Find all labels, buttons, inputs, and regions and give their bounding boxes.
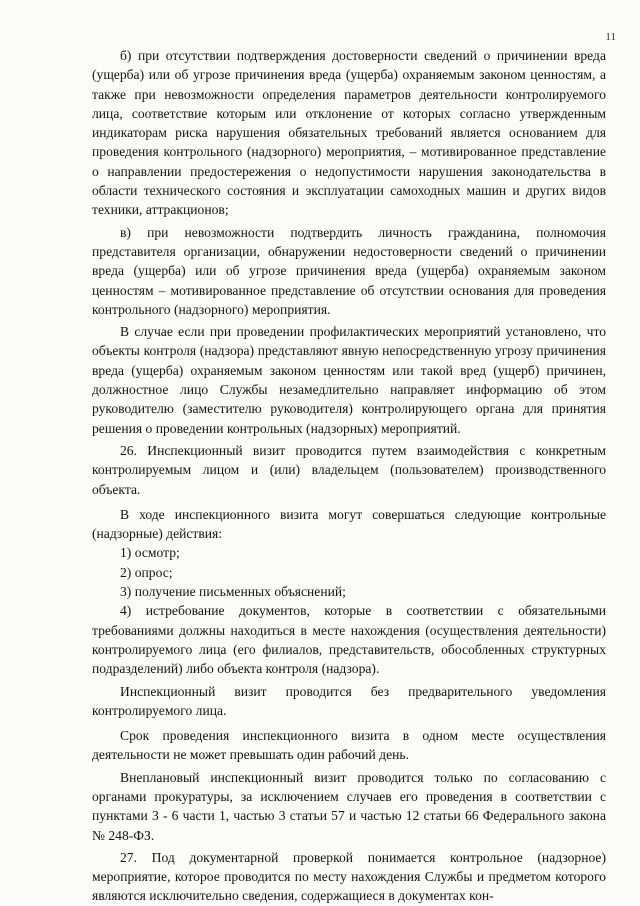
list-item-explanations: 3) получение письменных объяснений; (120, 584, 346, 600)
paragraph-no-notice: Инспекционный визит проводится без предварительного уведомления контролируемого лица. (92, 683, 606, 718)
paragraph-26: 26. Инспекционный визит проводится путем взаимодействия с конкретным контролируемым лицом и (или) владельцем (пользователем) производственного объекта. (92, 442, 606, 497)
list-item-inspection: 1) осмотр; (120, 545, 180, 561)
paragraph-v: в) при невозможности подтвердить личность гражданина, полномочия представителя организации, обнаружении недостоверности сведений о причинении вреда (ущерба) или об угрозе причинения вреда (ущерба) охраняемым законом ценностям – мотивированное представление об отсутствии основания для проведения контрольного (надзорного) мероприятия. (92, 224, 606, 317)
page-number: 11 (605, 31, 616, 43)
document-body (92, 46, 606, 906)
paragraph-actions-intro: В ходе инспекционного визита могут совершаться следующие контрольные (надзорные) действия: (92, 506, 606, 542)
list-item-documents: 4) истребование документов, которые в соответствии с обязательными требованиями должны находиться в месте нахождения (осуществления деятельности) контролируемого лица (его филиалов, представительств, обособленных структурных подразделений) либо объекта контроля (надзора). (92, 603, 606, 677)
list-item-survey: 2) опрос; (120, 564, 173, 580)
paragraph-27: 27. Под документарной проверкой понимается контрольное (надзорное) мероприятие, которое проводится по месту нахождения Службы и предметом которого являются исключительно сведения, содержащиеся в документах кон- (92, 849, 606, 904)
paragraph-threat-case: В случае если при проведении профилактических мероприятий установлено, что объекты контроля (надзора) представляют явную непосредственную угрозу причинения вреда (ущерба) охраняемым законом ценностям или такой вред (ущерб) причинен, должностное лицо Службы незамедлительно направляет информацию об этом руководителю (заместителю руководителя) контролирующего органа для принятия решения о проведении контрольных (надзорных) мероприятий. (92, 324, 606, 436)
paragraph-unscheduled: Внеплановый инспекционный визит проводится только по согласованию с органами прокуратуры, за исключением случаев его проведения в соответствии с пунктами 3 - 6 части 1, частью 3 статьи 57 и частью 12 статьи 66 Федерального закона № 248-ФЗ. (92, 769, 606, 843)
paragraph-b: б) при отсутствии подтверждения достоверности сведений о причинении вреда (ущерба) или об угрозе причинения вреда (ущерба) охраняемым законом ценностям, а также при невозможности определения параметров деятельности контролируемого лица, соответствие которым или отклонение от которых согласно утвержденным индикаторам риска нарушения обязательных требований является основанием для проведения контрольного (надзорного) мероприятия, – мотивированное представление о направлении предостережения о недопустимости нарушения законодательства в области технического состояния и эксплуатации самоходных машин и других видов техники, аттракционов; (92, 48, 606, 218)
paragraph-duration: Срок проведения инспекционного визита в одном месте осуществления деятельности не может превышать один рабочий день. (92, 728, 606, 763)
